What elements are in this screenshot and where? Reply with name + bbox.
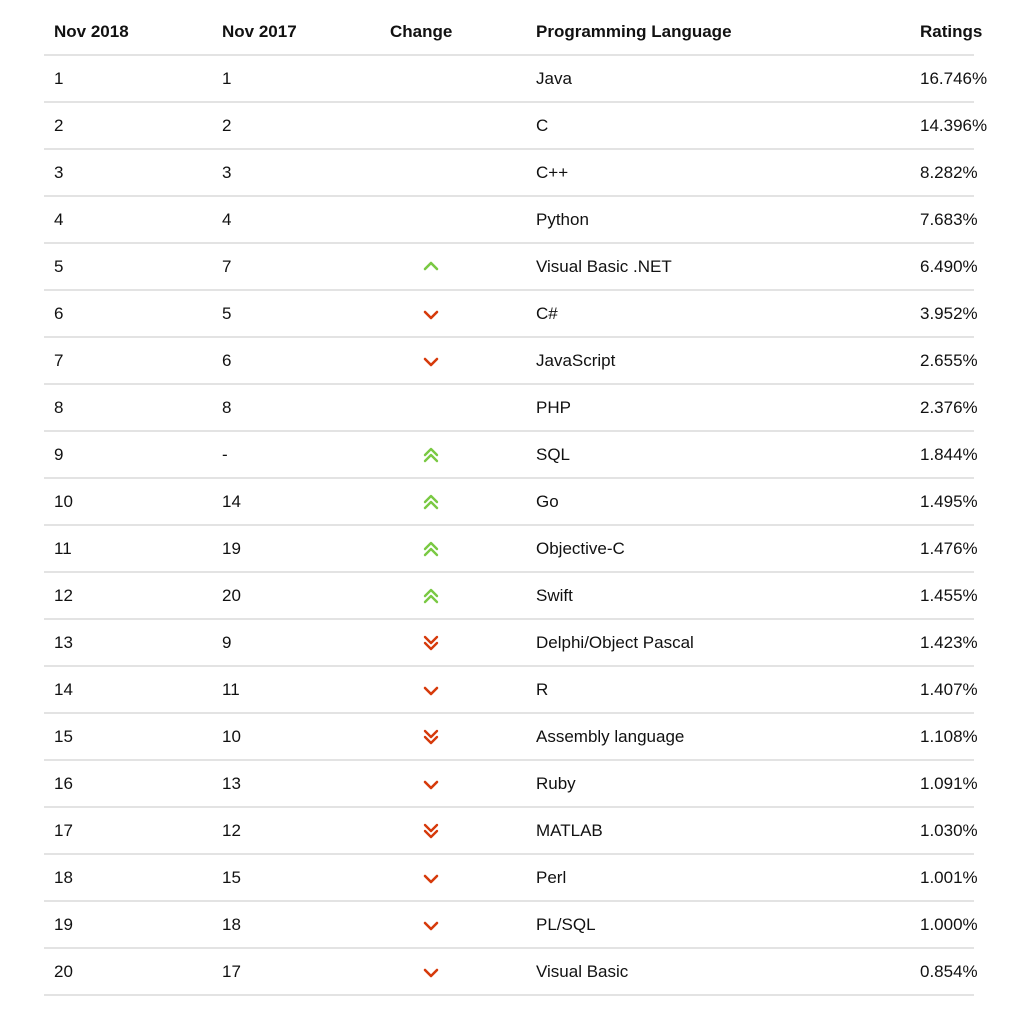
rank-previous-cell: 1	[212, 55, 380, 102]
change-cell	[380, 149, 526, 196]
rank-current-cell: 9	[44, 431, 212, 478]
rank-current-cell: 8	[44, 384, 212, 431]
header-rating[interactable]: Ratings	[910, 9, 974, 55]
rank-previous-cell: 14	[212, 478, 380, 525]
table-row	[44, 102, 974, 149]
change-cell	[380, 243, 526, 290]
rating-cell: 6.490%	[910, 243, 974, 290]
table-row	[44, 149, 974, 196]
language-cell: Ruby	[526, 760, 910, 807]
arrow-down-icon	[423, 870, 439, 886]
change-cell	[380, 901, 526, 948]
rank-current-cell: 6	[44, 290, 212, 337]
table-row	[44, 713, 974, 760]
header-rank-current[interactable]: Nov 2018	[44, 9, 212, 55]
table-row	[44, 384, 974, 431]
table-row	[44, 760, 974, 807]
language-cell: C++	[526, 149, 910, 196]
rating-cell: 1.030%	[910, 807, 974, 854]
rank-previous-cell: 20	[212, 572, 380, 619]
change-cell	[380, 807, 526, 854]
language-cell: Visual Basic .NET	[526, 243, 910, 290]
rating-cell: 1.001%	[910, 854, 974, 901]
language-cell: JavaScript	[526, 337, 910, 384]
change-cell	[380, 666, 526, 713]
rating-cell: 1.091%	[910, 760, 974, 807]
arrow-down-icon	[423, 306, 439, 322]
language-cell: PL/SQL	[526, 901, 910, 948]
rank-previous-cell: 9	[212, 619, 380, 666]
language-cell: Visual Basic	[526, 948, 910, 995]
header-change[interactable]: Change	[380, 9, 526, 55]
rating-cell: 8.282%	[910, 149, 974, 196]
rank-previous-cell: 6	[212, 337, 380, 384]
header-row	[44, 9, 974, 55]
change-cell	[380, 384, 526, 431]
change-cell	[380, 102, 526, 149]
rank-current-cell: 10	[44, 478, 212, 525]
language-cell: R	[526, 666, 910, 713]
rank-current-cell: 18	[44, 854, 212, 901]
table-body	[44, 55, 988, 995]
rank-current-cell: 12	[44, 572, 212, 619]
language-cell: Go	[526, 478, 910, 525]
rank-previous-cell: 2	[212, 102, 380, 149]
rank-current-cell: 2	[44, 102, 212, 149]
double-arrow-up-icon	[423, 541, 439, 557]
change-cell	[380, 431, 526, 478]
change-cell	[380, 337, 526, 384]
double-arrow-down-icon	[423, 635, 439, 651]
rank-current-cell: 15	[44, 713, 212, 760]
rank-current-cell: 16	[44, 760, 212, 807]
change-cell	[380, 525, 526, 572]
rating-cell: 1.455%	[910, 572, 974, 619]
change-cell	[380, 713, 526, 760]
double-arrow-up-icon	[423, 494, 439, 510]
header-language[interactable]: Programming Language	[526, 9, 910, 55]
language-cell: Java	[526, 55, 910, 102]
rank-current-cell: 5	[44, 243, 212, 290]
rank-previous-cell: 3	[212, 149, 380, 196]
rating-cell: 3.952%	[910, 290, 974, 337]
arrow-down-icon	[423, 353, 439, 369]
language-cell: C	[526, 102, 910, 149]
table-row	[44, 243, 974, 290]
language-cell: PHP	[526, 384, 910, 431]
change-cell	[380, 572, 526, 619]
language-cell: Swift	[526, 572, 910, 619]
rank-current-cell: 4	[44, 196, 212, 243]
ranking-table-container	[44, 9, 988, 996]
language-ranking-table	[44, 9, 988, 996]
change-cell	[380, 948, 526, 995]
rank-current-cell: 7	[44, 337, 212, 384]
rank-previous-cell: 10	[212, 713, 380, 760]
table-row	[44, 619, 974, 666]
arrow-down-icon	[423, 682, 439, 698]
table-row	[44, 55, 974, 102]
rank-previous-cell: 19	[212, 525, 380, 572]
rank-previous-cell: 13	[212, 760, 380, 807]
rank-previous-cell: 15	[212, 854, 380, 901]
table-row	[44, 478, 974, 525]
rank-previous-cell: 18	[212, 901, 380, 948]
language-cell: C#	[526, 290, 910, 337]
rank-current-cell: 1	[44, 55, 212, 102]
arrow-down-icon	[423, 964, 439, 980]
rating-cell: 1.476%	[910, 525, 974, 572]
table-row	[44, 807, 974, 854]
rank-current-cell: 17	[44, 807, 212, 854]
change-cell	[380, 55, 526, 102]
rating-cell: 1.407%	[910, 666, 974, 713]
rank-previous-cell: 8	[212, 384, 380, 431]
rank-current-cell: 19	[44, 901, 212, 948]
rating-cell: 2.376%	[910, 384, 974, 431]
table-row	[44, 196, 974, 243]
language-cell: MATLAB	[526, 807, 910, 854]
language-cell: Assembly language	[526, 713, 910, 760]
rank-current-cell: 14	[44, 666, 212, 713]
rating-cell: 1.423%	[910, 619, 974, 666]
double-arrow-down-icon	[423, 729, 439, 745]
rating-cell: 0.854%	[910, 948, 974, 995]
double-arrow-down-icon	[423, 823, 439, 839]
table-row	[44, 948, 974, 995]
language-cell: Delphi/Object Pascal	[526, 619, 910, 666]
table-row	[44, 572, 974, 619]
arrow-up-icon	[423, 259, 439, 275]
change-cell	[380, 760, 526, 807]
rank-previous-cell: 4	[212, 196, 380, 243]
table-row	[44, 290, 974, 337]
language-cell: SQL	[526, 431, 910, 478]
rating-cell: 1.844%	[910, 431, 974, 478]
change-cell	[380, 619, 526, 666]
rank-current-cell: 13	[44, 619, 212, 666]
table-row	[44, 901, 974, 948]
header-rank-previous[interactable]: Nov 2017	[212, 9, 380, 55]
rating-cell: 14.396%	[910, 102, 974, 149]
arrow-down-icon	[423, 776, 439, 792]
table-row	[44, 854, 974, 901]
rating-cell: 2.655%	[910, 337, 974, 384]
table-row	[44, 337, 974, 384]
double-arrow-up-icon	[423, 447, 439, 463]
rank-previous-cell: 7	[212, 243, 380, 290]
rating-cell: 1.000%	[910, 901, 974, 948]
change-cell	[380, 290, 526, 337]
rating-cell: 1.495%	[910, 478, 974, 525]
change-cell	[380, 196, 526, 243]
language-cell: Objective-C	[526, 525, 910, 572]
rank-previous-cell: 17	[212, 948, 380, 995]
rank-previous-cell: 5	[212, 290, 380, 337]
change-cell	[380, 854, 526, 901]
table-header	[44, 9, 983, 55]
rank-previous-cell: -	[212, 431, 380, 478]
language-cell: Perl	[526, 854, 910, 901]
rank-current-cell: 3	[44, 149, 212, 196]
rating-cell: 7.683%	[910, 196, 974, 243]
change-cell	[380, 478, 526, 525]
table-row	[44, 525, 974, 572]
arrow-down-icon	[423, 917, 439, 933]
rank-current-cell: 20	[44, 948, 212, 995]
language-cell: Python	[526, 196, 910, 243]
table-row	[44, 431, 974, 478]
rank-current-cell: 11	[44, 525, 212, 572]
rating-cell: 16.746%	[910, 55, 974, 102]
rank-previous-cell: 11	[212, 666, 380, 713]
rating-cell: 1.108%	[910, 713, 974, 760]
rank-previous-cell: 12	[212, 807, 380, 854]
table-row	[44, 666, 974, 713]
double-arrow-up-icon	[423, 588, 439, 604]
